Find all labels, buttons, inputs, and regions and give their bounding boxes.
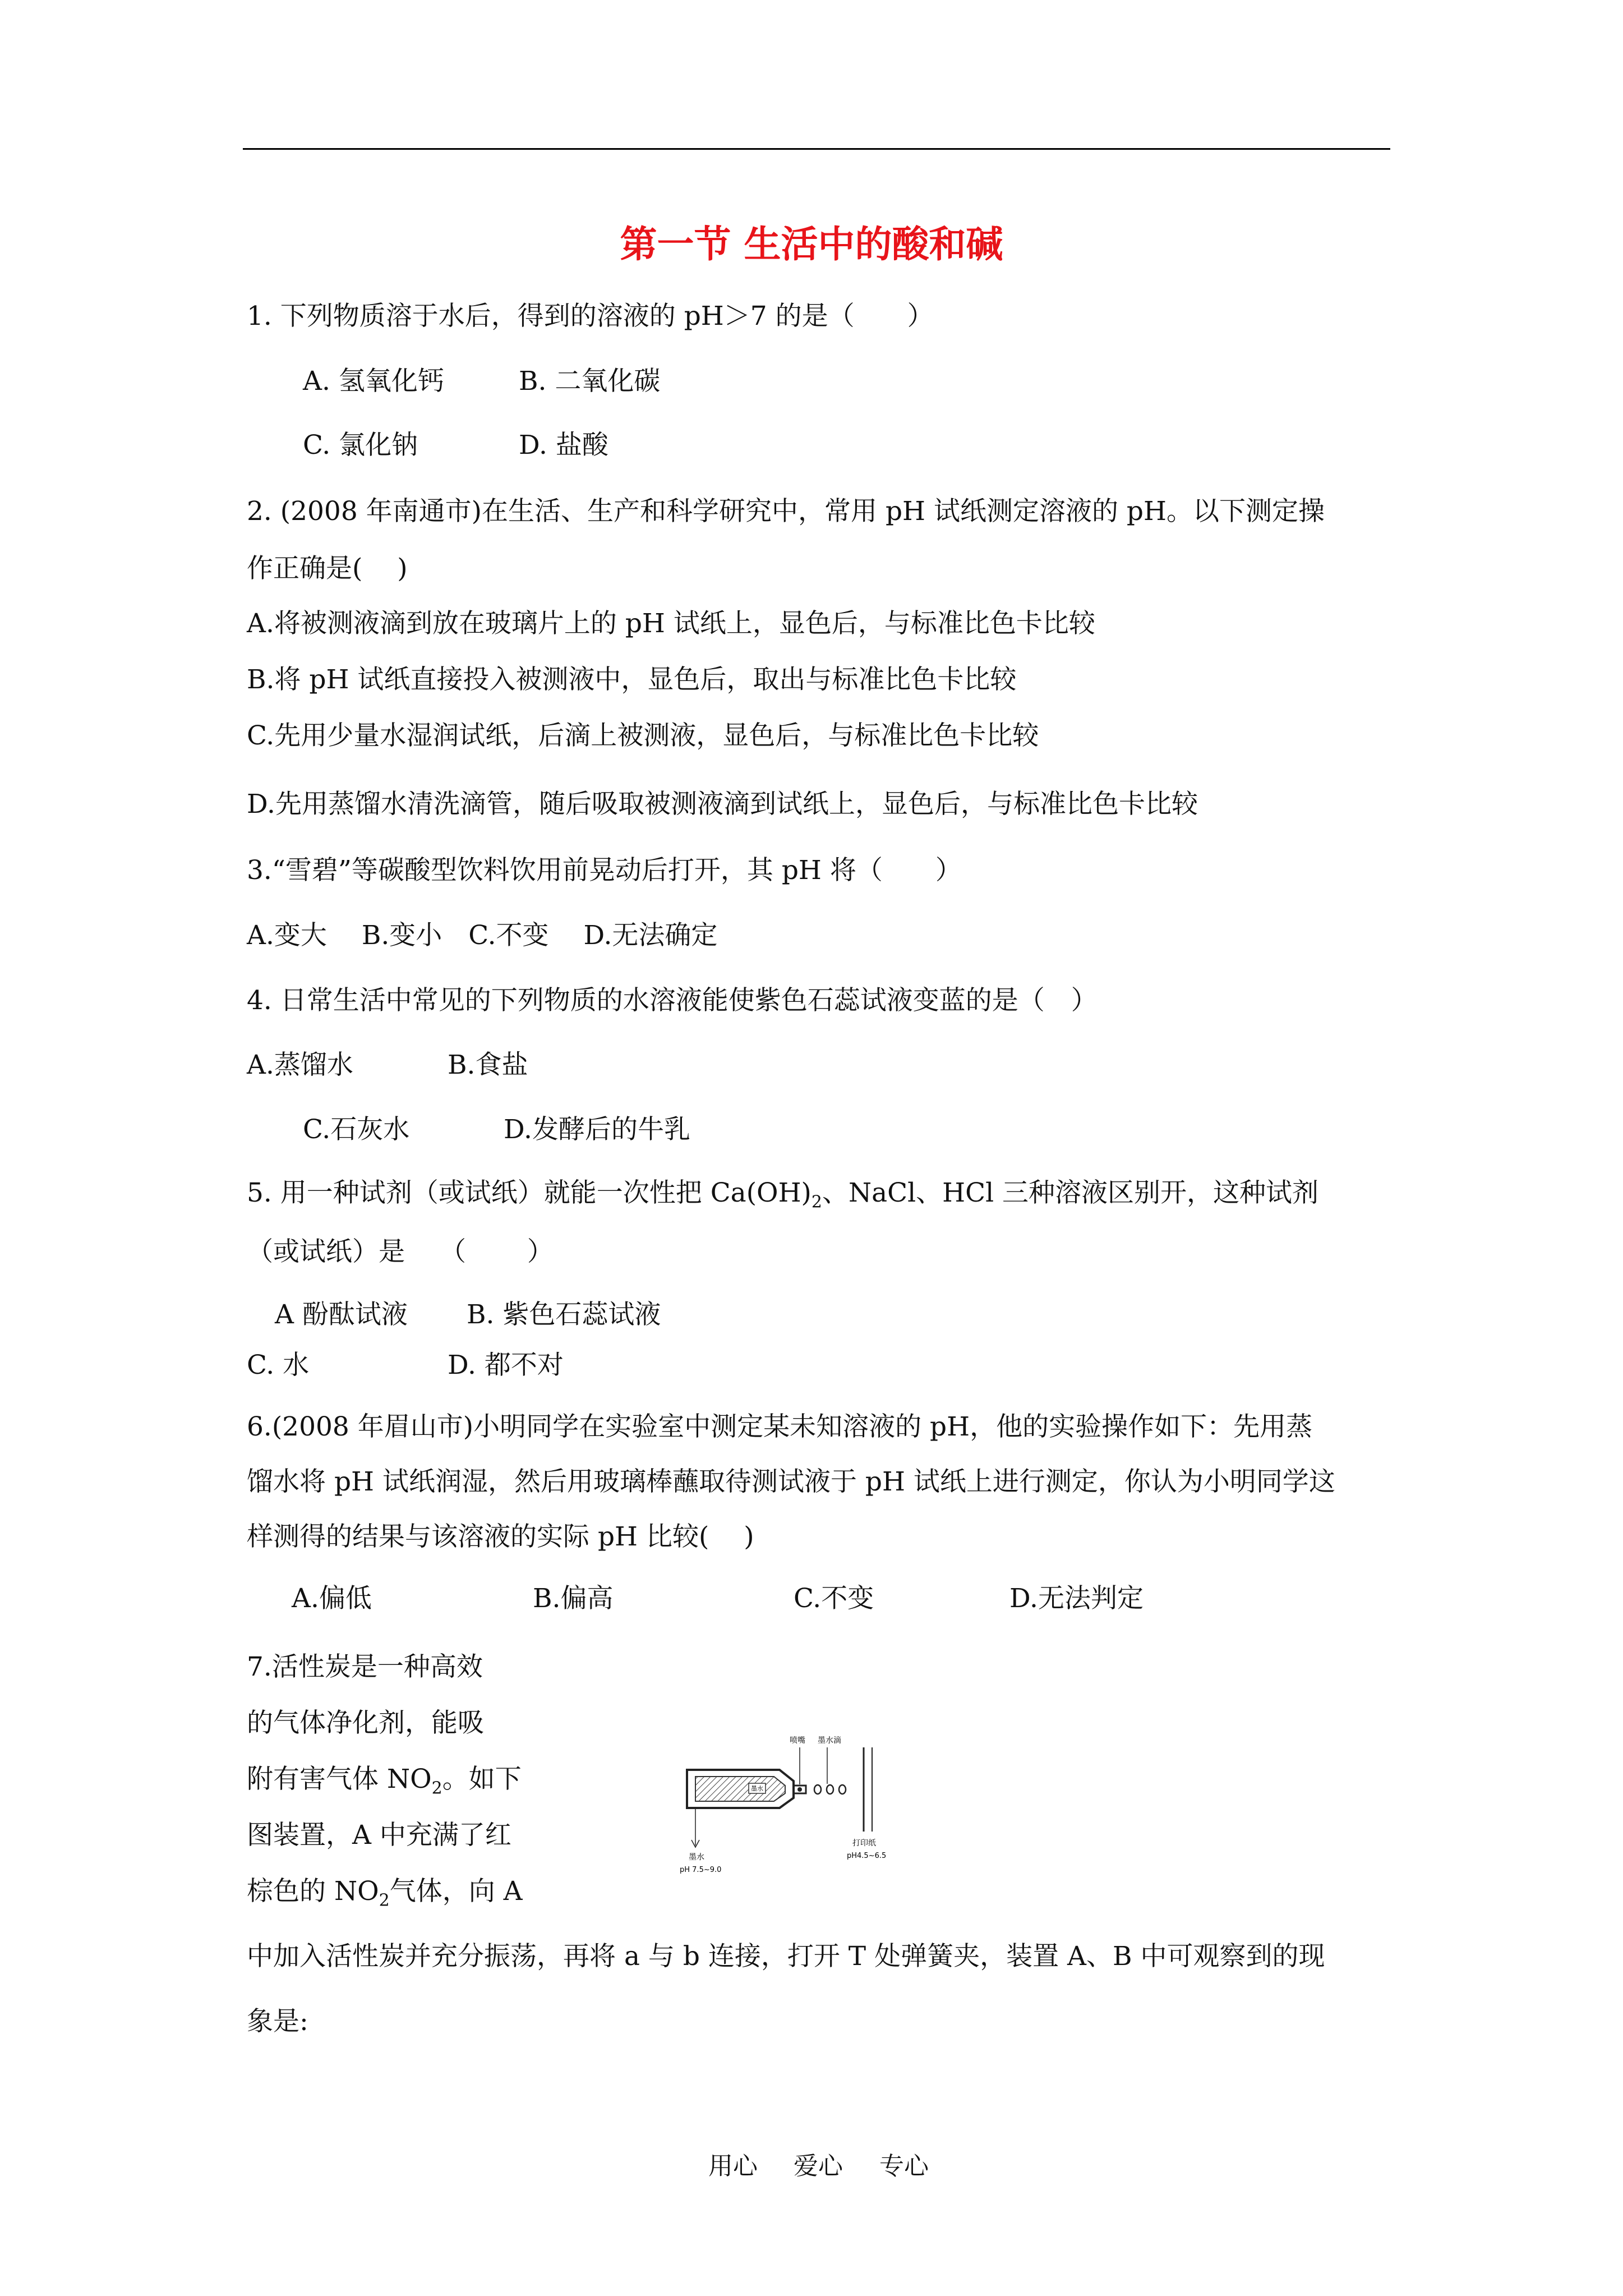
ink-drop-1: [814, 1785, 821, 1794]
label-ink: 墨水: [689, 1853, 704, 1862]
ink-inside-label: 墨水: [751, 1785, 763, 1792]
q6-option-b: B.偏高: [533, 1583, 614, 1614]
q6-stem-line2: 馏水将 pH 试纸润湿，然后用玻璃棒蘸取待测试液于 pH 试纸上进行测定，你认为小明同学这: [247, 1466, 1335, 1497]
q1-option-d: D. 盐酸: [519, 430, 608, 461]
nozzle-hole: [797, 1787, 802, 1792]
page-title: 第一节 生活中的酸和碱: [620, 223, 1003, 266]
q1-option-b: B. 二氧化碳: [519, 366, 661, 397]
q7-line5-subscript: 2: [379, 1890, 390, 1911]
q6-stem-line1: 6.(2008 年眉山市)小明同学在实验室中测定某未知溶液的 pH，他的实验操作如下：先用蒸: [247, 1411, 1313, 1442]
q4-option-d: D.发酵后的牛乳: [504, 1114, 690, 1145]
q7-line3-pre: 附有害气体 NO: [247, 1764, 432, 1795]
label-paper: 打印纸: [852, 1839, 876, 1848]
label-ink-drop: 墨水滴: [818, 1736, 841, 1745]
q3-stem: 3.“雪碧”等碳酸型饮料饮用前晃动后打开，其 pH 将（ ）: [247, 855, 962, 886]
q4-stem: 4. 日常生活中常见的下列物质的水溶液能使紫色石蕊试液变蓝的是（ ）: [247, 985, 1098, 1016]
q7-line6: 中加入活性炭并充分振荡，再将 a 与 b 连接，打开 T 处弹簧夹，装置 A、B 中可观察到的现: [247, 1941, 1325, 1972]
footer-word-2: 爱心: [794, 2152, 843, 2180]
q7-line7: 象是:: [247, 2006, 308, 2037]
label-paper-ph: pH4.5~6.5: [847, 1852, 887, 1860]
q2-stem-line2: 作正确是( ): [247, 553, 408, 584]
q5-stem-line1-post: 、NaCl、HCl 三种溶液区别开，这种试剂: [822, 1177, 1319, 1208]
q7-line2: 的气体净化剂，能吸: [247, 1708, 484, 1738]
footer-word-1: 用心: [708, 2152, 758, 2180]
q5-option-c: C. 水: [247, 1350, 310, 1381]
q4-option-c: C.石灰水: [303, 1114, 410, 1145]
q5-subscript: 2: [811, 1192, 822, 1212]
q7-line3-post: 。如下: [442, 1764, 522, 1795]
footer-word-3: 专心: [879, 2152, 929, 2180]
q2-stem-line1: 2. (2008 年南通市)在生活、生产和科学研究中，常用 pH 试纸测定溶液的 pH。以下测定操: [247, 496, 1325, 527]
q1-option-c: C. 氯化钠: [303, 430, 418, 461]
q2-option-a: A.将被测液滴到放在玻璃片上的 pH 试纸上，显色后，与标准比色卡比较: [247, 608, 1095, 639]
q7-line5-pre: 棕色的 NO: [247, 1876, 379, 1907]
q6-option-a: A.偏低: [292, 1583, 372, 1614]
ink-drop-2: [827, 1785, 833, 1794]
q5-stem-line2: （或试纸）是 （ ）: [247, 1236, 554, 1267]
q2-option-d: D.先用蒸馏水清洗滴管，随后吸取被测液滴到试纸上，显色后，与标准比色卡比较: [247, 789, 1198, 820]
q5-stem-line1-pre: 5. 用一种试剂（或试纸）就能一次性把 Ca(OH): [247, 1177, 811, 1208]
q5-option-d: D. 都不对: [448, 1350, 564, 1381]
q5-option-a: A 酚酞试液: [275, 1299, 408, 1330]
q4-option-a: A.蒸馏水: [247, 1050, 353, 1080]
q1-option-a: A. 氢氧化钙: [303, 366, 444, 397]
q6-option-c: C.不变: [794, 1583, 874, 1614]
inkjet-diagram: [673, 1725, 909, 1916]
q7-line1: 7.活性炭是一种高效: [247, 1651, 483, 1682]
q1-stem: 1. 下列物质溶于水后，得到的溶液的 pH＞7 的是（ ）: [247, 301, 934, 332]
ink-chamber: [695, 1777, 785, 1801]
label-nozzle: 喷嘴: [790, 1736, 805, 1745]
q7-line4: 图装置，A 中充满了红: [247, 1820, 511, 1851]
q7-line3: [247, 1766, 522, 1797]
q7-line5-post: 气体，向 A: [389, 1876, 523, 1907]
q7-line5: [247, 1878, 523, 1909]
q6-stem-line3: 样测得的结果与该溶液的实际 pH 比较( ): [247, 1521, 754, 1552]
label-ink-ph: pH 7.5~9.0: [680, 1866, 722, 1874]
q2-option-c: C.先用少量水湿润试纸，后滴上被测液，显色后，与标准比色卡比较: [247, 720, 1039, 751]
ink-drop-3: [839, 1785, 846, 1794]
q6-option-d: D.无法判定: [1009, 1583, 1144, 1614]
q5-stem-line1: [247, 1177, 1319, 1212]
q2-option-b: B.将 pH 试纸直接投入被测液中，显色后，取出与标准比色卡比较: [247, 664, 1017, 695]
q7-line3-subscript: 2: [431, 1778, 442, 1798]
q4-option-b: B.食盐: [448, 1050, 528, 1080]
header-rule: [243, 148, 1390, 150]
q5-option-b: B. 紫色石蕊试液: [467, 1299, 661, 1330]
q3-options: A.变大 B.变小 C.不变 D.无法确定: [247, 920, 718, 951]
